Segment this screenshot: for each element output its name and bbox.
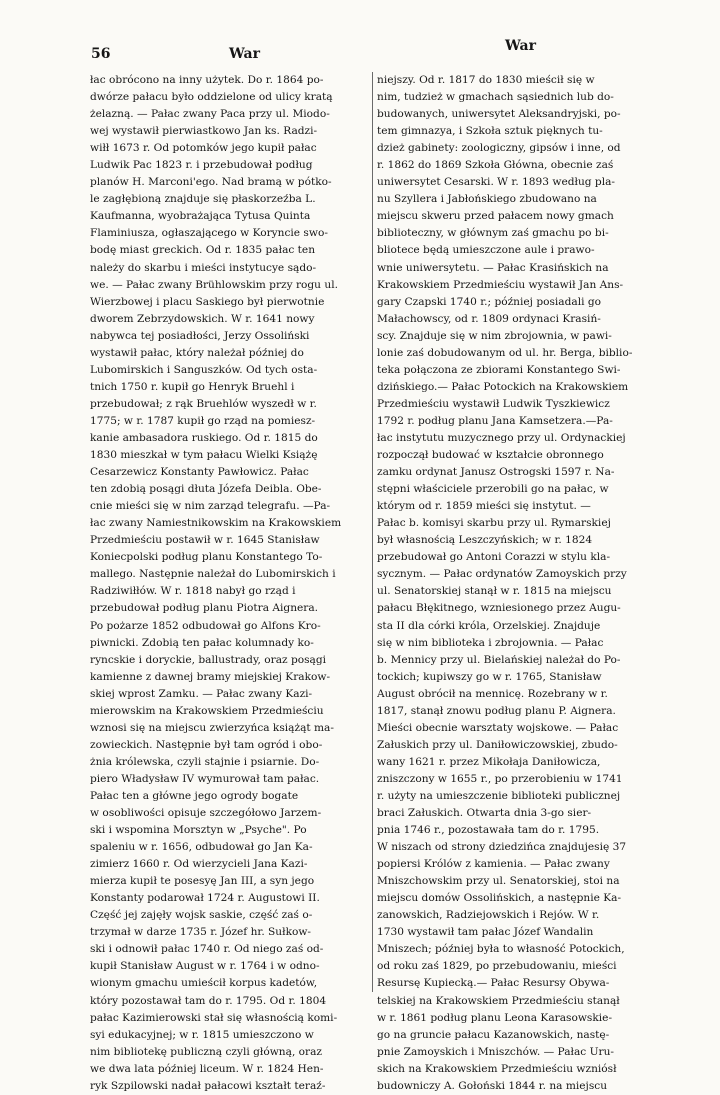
text-line: w r. 1861 podług planu Leona Karasowskie-: [377, 1011, 613, 1024]
text-line: b. Mennicy przy ul. Bielańskiej należał do Po-: [377, 653, 621, 666]
text-line: kamienne z dawnej bramy miejskiej Krakow-: [90, 670, 331, 683]
text-line: wany 1621 r. przez Mikołaja Daniłowicza,: [377, 755, 601, 768]
text-line: dwórze pałacu było oddzielone od ulicy kratą: [90, 91, 333, 104]
text-line: wystawił pałac, który należał później do: [90, 346, 304, 359]
text-line: ryncskie i doryckie, ballustrady, oraz posągi: [90, 653, 327, 666]
text-line: kupił Stanisław August w r. 1764 i w odno-: [90, 960, 320, 973]
text-line: którym od r. 1859 mieści się instytut. —: [377, 500, 591, 513]
text-line: przebudował go Antoni Corazzi w stylu kla-: [377, 551, 611, 564]
text-line: zanowskich, Radziejowskich i Rejów. W r.: [377, 909, 600, 922]
text-line: teka połączona ze zbiorami Konstantego Swi-: [377, 363, 621, 376]
text-line: Mniszchowskim przy ul. Senatorskiej, stoi na: [377, 875, 620, 888]
text-line: łac instytutu muzycznego przy ul. Ordynackiej: [377, 431, 626, 444]
text-line: Mniszech; później była to własność Potockich,: [377, 943, 625, 956]
text-line: lonie zaś dobudowanym od ul. hr. Berga, biblio-: [377, 346, 633, 359]
text-line: budowanych, uniwersytet Aleksandryjski, po-: [377, 108, 621, 121]
text-line: Resursę Kupiecką.— Pałac Resursy Obywa-: [377, 977, 610, 990]
text-line: go na gruncie pałacu Kazanowskich, nastę-: [377, 1028, 610, 1041]
text-line: uniwersytet Cesarski. W r. 1893 według pla-: [377, 176, 615, 189]
text-line: Małachowscy, od r. 1809 ordynaci Krasiń-: [377, 312, 601, 325]
text-line: nabywca tej posiadłości, Jerzy Ossoliński: [90, 329, 310, 342]
text-line: należy do skarbu i mieści instytucye sądo-: [90, 261, 317, 274]
text-line: we. — Pałac zwany Brühlowskim przy rogu ul.: [90, 278, 338, 291]
text-line: niejszy. Od r. 1817 do 1830 mieścił się w: [377, 74, 595, 86]
page-number: 56: [91, 46, 111, 62]
text-line: we dwa lata później liceum. W r. 1824 Hen-: [90, 1062, 324, 1075]
text-line: sta II dla córki króla, Orzelskiej. Znajduje: [377, 619, 601, 632]
column-divider: [372, 72, 373, 992]
text-line: Załuskich przy ul. Daniłowiczowskiej, zbudo-: [377, 738, 618, 751]
text-line: wiłł 1673 r. Od potomków jego kupił pałac: [90, 142, 317, 155]
text-line: Cesarzewicz Konstanty Pawłowicz. Pałac: [90, 466, 309, 479]
text-line: dzież gabinety: zoologiczny, gipsów i inne, od: [377, 142, 621, 155]
text-line: wnie uniwersytetu. — Pałac Krasińskich na: [377, 261, 609, 274]
page-header: [0, 34, 720, 64]
text-line: Pałac ten a główne jego ogrody bogate: [90, 789, 299, 802]
text-line: sycznym. — Pałac ordynatów Zamoyskich przy: [377, 568, 627, 581]
text-line: od roku zaś 1829, po przebudowaniu, mieści: [377, 960, 617, 973]
text-line: pałacu Błękitnego, wzniesionego przez Augu-: [377, 602, 621, 615]
text-line: braci Załuskich. Otwarta dnia 3-go sier-: [377, 807, 592, 820]
text-line: r. 1862 do 1869 Szkoła Główna, obecnie zaś: [377, 159, 614, 172]
text-line: Krakowskiem Przedmieściu wystawił Jan Ans-: [377, 278, 624, 291]
text-line: scy. Znajduje się w nim zbrojownia, w pawi-: [377, 329, 612, 342]
text-line: Radziwiłłów. W r. 1818 nabył go rząd i: [90, 585, 296, 598]
text-line: tockich; kupiwszy go w r. 1765, Stanisław: [377, 670, 602, 683]
text-line: spaleniu w r. 1656, odbudował go Jan Ka-: [90, 841, 313, 854]
text-line: W niszach od strony dziedzińca znajdujesię 37: [377, 841, 627, 854]
running-head-left: War: [229, 46, 260, 62]
right-text-column: [377, 72, 655, 1095]
text-line: łac obrócono na inny użytek. Do r. 1864 po-: [90, 74, 324, 86]
text-line: August obrócił na mennicę. Rozebrany w r.: [377, 687, 608, 700]
text-line: Część jej zajęły wojsk saskie, część zaś o-: [90, 909, 313, 922]
text-line: ryk Szpilowski nadał pałacowi kształt teraź-: [90, 1079, 326, 1092]
text-line: przebudował; z rąk Bruehlów wyszedł w r.: [90, 397, 317, 410]
text-line: ten zdobią posągi dłuta Józefa Deibla. Obe-: [90, 483, 322, 496]
text-line: skiej wprost Zamku. — Pałac zwany Kazi-: [90, 687, 313, 700]
text-line: Kaufmanna, wyobrażająca Tytusa Quinta: [90, 210, 311, 223]
running-head-right: War: [505, 38, 536, 54]
text-line: Wierzbowej i placu Saskiego był pierwotnie: [90, 295, 325, 308]
text-line: Przedmieściu wystawił Ludwik Tyszkiewicz: [377, 397, 610, 410]
text-line: miejscu domów Ossolińskich, a następnie Ka-: [377, 892, 622, 905]
text-line: dzińskiego.— Pałac Potockich na Krakowskiem: [377, 380, 629, 393]
text-line: Flaminiusza, ogłaszającego w Koryncie swo-: [90, 227, 328, 240]
text-line: mallego. Następnie należał do Lubomirskich i: [90, 568, 336, 581]
text-line: tem gimnazya, i Szkoła sztuk pięknych tu-: [377, 125, 603, 138]
text-line: Przedmieściu postawił w r. 1645 Stanisław: [90, 534, 320, 547]
text-line: gary Czapski 1740 r.; później posiadali go: [377, 295, 602, 308]
text-line: nim, tudzież w gmachach sąsiednich lub do-: [377, 91, 614, 104]
text-line: ul. Senatorskiej stanął w r. 1815 na miejscu: [377, 585, 612, 598]
text-line: trzymał w darze 1735 r. Józef hr. Sułkow-: [90, 926, 312, 939]
text-line: 1817, stanął znowu podług planu P. Aignera.: [377, 704, 616, 717]
text-line: dworem Zebrzydowskich. W r. 1641 nowy: [90, 312, 315, 325]
text-line: wionym gmachu umieścił korpus kadetów,: [90, 977, 318, 990]
text-line: le zagłębioną znajduje się płaskorzeźba L.: [90, 193, 316, 206]
text-line: tnich 1750 r. kupił go Henryk Bruehl i: [90, 380, 295, 393]
text-line: był własnością Leszczyńskich; w r. 1824: [377, 534, 593, 547]
text-line: skich na Krakowskiem Przedmieściu wzniósł: [377, 1062, 617, 1075]
text-line: cnie mieści się w nim zarząd telegrafu. —Pa-: [90, 500, 331, 513]
text-line: ski i wspomina Morsztyn w „Psyche". Po: [90, 824, 307, 837]
text-line: nu Szyllera i Jabłońskiego zbudowano na: [377, 193, 597, 206]
text-line: piwnicki. Zdobią ten pałac kolumnady ko-: [90, 636, 314, 649]
text-line: 1830 mieszkał w tym pałacu Wielki Książę: [90, 449, 318, 462]
text-line: r. użyty na umieszczenie biblioteki publicznej: [377, 789, 621, 802]
text-line: wej wystawił pierwiastkowo Jan ks. Radzi-: [90, 125, 318, 138]
text-line: rozpoczął budować w kształcie obronnego: [377, 449, 604, 462]
text-line: Lubomirskich i Sanguszków. Od tych osta-: [90, 363, 318, 376]
text-line: Pałac b. komisyi skarbu przy ul. Rymarskiej: [377, 517, 611, 530]
text-line: bodę miast greckich. Od r. 1835 pałac ten: [90, 244, 316, 257]
text-line: wznosi się na miejscu zwierzyńca książąt ma-: [90, 721, 334, 734]
text-line: Mieści obecnie warsztaty wojskowe. — Pałac: [377, 721, 619, 734]
text-line: 1775; w r. 1787 kupił go rząd na pomiesz-: [90, 414, 316, 427]
text-line: popiersi Królów z kamienia. — Pałac zwany: [377, 858, 610, 871]
text-line: piero Władysław IV wymurował tam pałac.: [90, 772, 320, 785]
text-line: Po pożarze 1852 odbudował go Alfons Kro-: [90, 619, 321, 632]
text-line: Ludwik Pac 1823 r. i przebudował podług: [90, 159, 313, 172]
text-line: Konstanty podarował 1724 r. Augustowi II.: [90, 892, 320, 905]
text-line: przebudował podług planu Piotra Aignera.: [90, 602, 319, 615]
text-line: pnia 1746 r., pozostawała tam do r. 1795.: [377, 824, 600, 837]
text-line: zniszczony w 1655 r., po przerobieniu w 1741: [377, 772, 623, 785]
text-line: Koniecpolski podług planu Konstantego To-: [90, 551, 323, 564]
text-line: 1792 r. podług planu Jana Kamsetzera.—Pa-: [377, 414, 613, 427]
text-line: planów H. Marconi'ego. Nad bramą w pótko-: [90, 176, 332, 189]
text-line: mierza kupił te posesyę Jan III, a syn jego: [90, 875, 315, 888]
text-line: mierowskim na Krakowskiem Przedmieściu: [90, 704, 324, 717]
text-line: pnie Zamoyskich i Mniszchów. — Pałac Uru-: [377, 1045, 614, 1058]
text-line: miejscu skweru przed pałacem nowy gmach: [377, 210, 614, 223]
text-line: zowieckich. Następnie był tam ogród i obo-: [90, 738, 323, 751]
text-line: biblioteczny, w głównym zaś gmachu po bi-: [377, 227, 609, 240]
text-line: nim bibliotekę publiczną czyli główną, oraz: [90, 1045, 323, 1058]
text-line: zimierz 1660 r. Od wierzycieli Jana Kazi-: [90, 858, 308, 871]
text-line: stępni właściciele przerobili go na pałac, w: [377, 483, 609, 496]
text-line: łac zwany Namiestnikowskim na Krakowskiem: [90, 517, 342, 530]
text-line: żelazną. — Pałac zwany Paca przy ul. Miodo-: [90, 108, 330, 121]
text-line: budowniczy A. Gołoński 1844 r. na miejscu: [377, 1079, 608, 1092]
text-line: syi edukacyjnej; w r. 1815 umieszczono w: [90, 1028, 314, 1041]
text-line: który pozostawał tam do r. 1795. Od r. 1804: [90, 994, 327, 1007]
text-line: ski i odnowił pałac 1740 r. Od niego zaś od-: [90, 943, 324, 956]
text-line: zamku ordynat Janusz Ostrogski 1597 r. Na-: [377, 466, 615, 479]
text-line: kanie ambasadora ruskiego. Od r. 1815 do: [90, 431, 318, 444]
text-line: w osobliwości opisuje szczegółowo Jarzem-: [90, 807, 322, 820]
text-line: bliotece będą umieszczone aule i prawo-: [377, 244, 595, 257]
text-line: się w nim biblioteka i zbrojownia. — Pałac: [377, 636, 604, 649]
text-line: telskiej na Krakowskiem Przedmieściu stanął: [377, 994, 620, 1007]
text-line: żnia królewska, czyli stajnie i psiarnie. Do-: [90, 755, 320, 768]
text-line: pałac Kazimierowski stał się własnością komi-: [90, 1011, 338, 1024]
left-text-column: [90, 72, 368, 1095]
text-line: 1730 wystawił tam pałac Józef Wandalin: [377, 926, 594, 939]
